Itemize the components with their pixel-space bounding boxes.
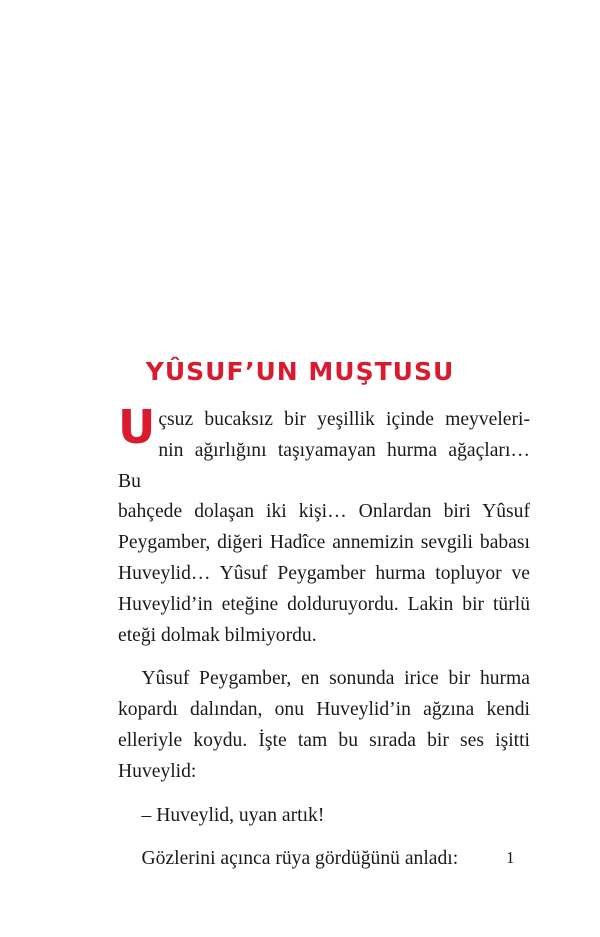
chapter-title: YÛSUF’UN MUŞTUSU — [145, 356, 455, 386]
paragraph-2 — [118, 664, 530, 787]
paragraph-2-line-4: Huveylid: — [118, 760, 197, 782]
chapter-body — [118, 400, 530, 875]
paragraph-2-line-1: Yûsuf Peygamber, en sonunda irice bir hurma — [141, 668, 530, 690]
paragraph-1 — [118, 400, 530, 651]
paragraph-1-line-4: Peygamber, diğeri Hadîce annemizin sevgili babası — [118, 532, 530, 554]
paragraph-4 — [118, 844, 530, 875]
drop-cap: U — [118, 400, 156, 454]
paragraph-1-line-3: bahçede dolaşan iki kişi… Onlardan biri Yûsuf — [118, 501, 530, 523]
paragraph-2-line-2: kopardı dalından, onu Huveylid’in ağzına kendi — [118, 699, 530, 721]
paragraph-1-line-2: nin ağırlığını taşıyamayan hurma ağaçları… Bu — [118, 439, 530, 492]
paragraph-3 — [118, 801, 530, 832]
paragraph-1-line-6: Huveylid’in eteğine dolduruyordu. Lakin bir türlü — [118, 593, 530, 615]
paragraph-4-line-1: Gözlerini açınca rüya gördüğünü anladı: — [141, 848, 459, 870]
paragraph-1-line-5: Huveylid… Yûsuf Peygamber hurma topluyor ve — [118, 562, 530, 584]
paragraph-2-line-3: elleriyle koydu. İşte tam bu sırada bir ses işitti — [118, 729, 530, 751]
paragraph-3-line-1: – Huveylid, uyan artık! — [141, 804, 325, 826]
paragraph-1-line-1: çsuz bucaksız bir yeşillik içinde meyveleri- — [158, 409, 530, 430]
page-number: 1 — [506, 848, 515, 867]
paragraph-1-line-7: eteği dolmak bilmiyordu. — [118, 624, 317, 646]
